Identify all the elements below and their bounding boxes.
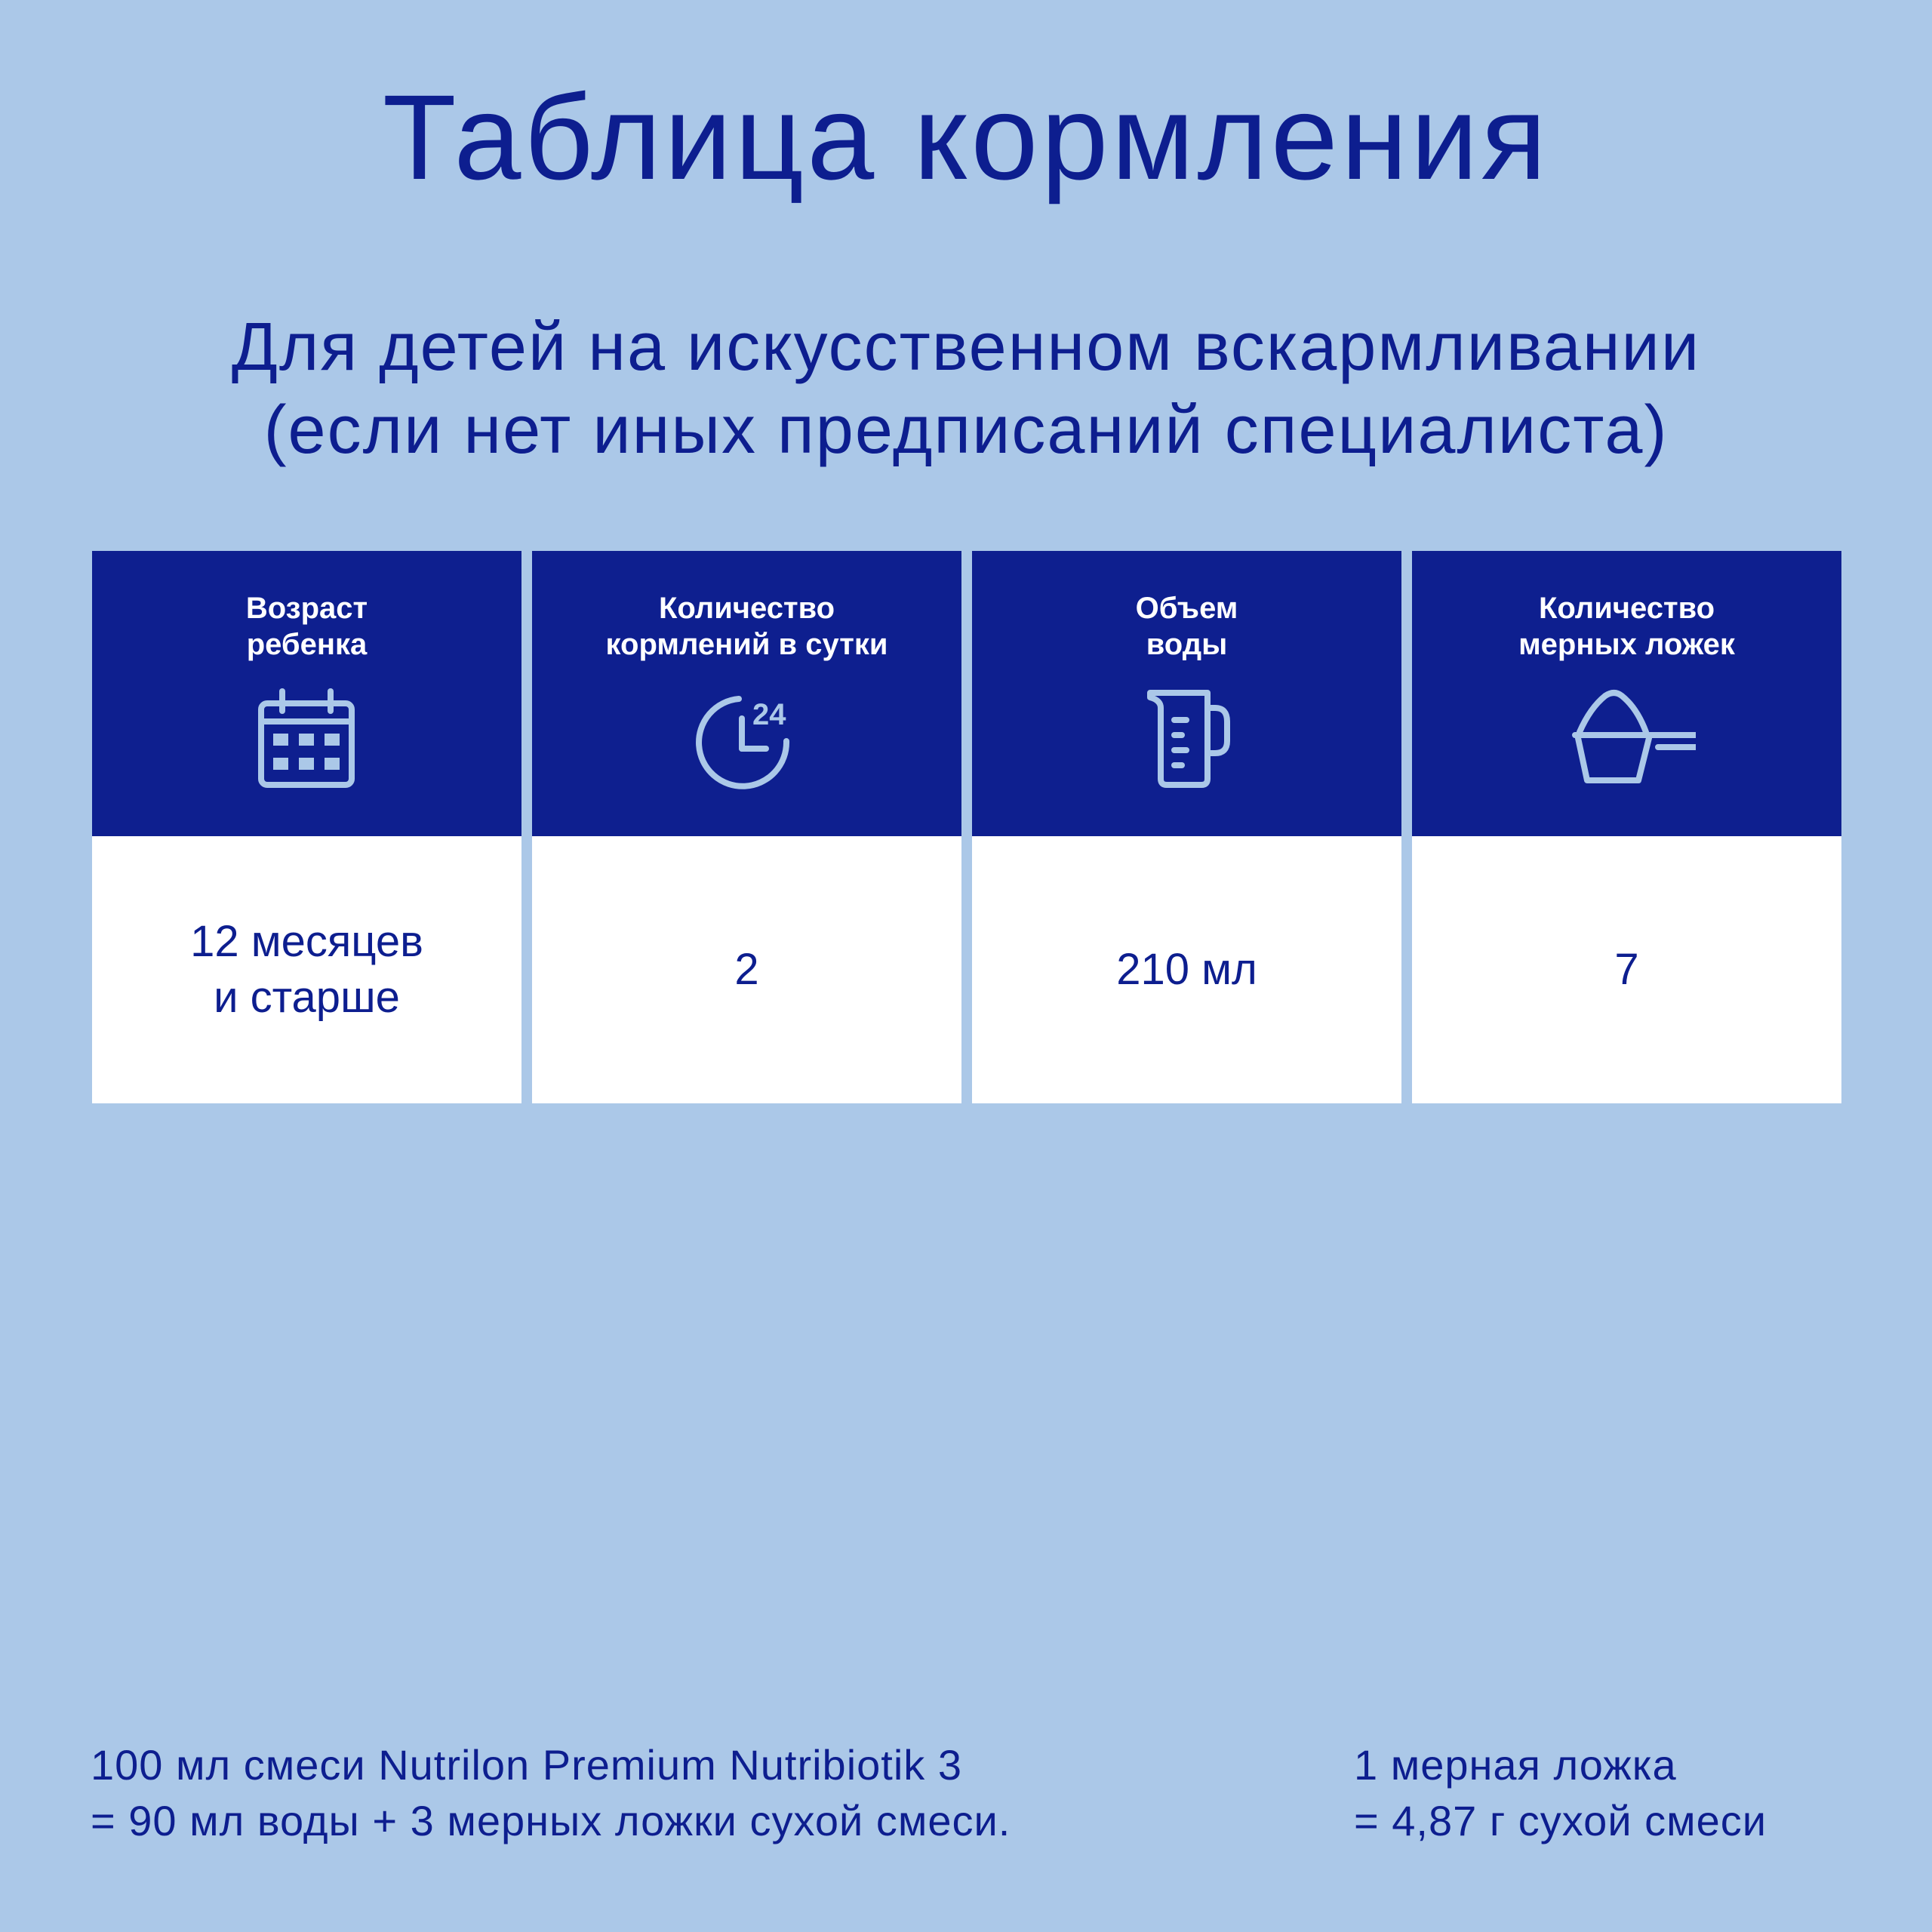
column-feedings <box>532 551 961 1103</box>
cell-value <box>532 836 961 1103</box>
subtitle-line-2: (если нет иных предписаний специалиста) <box>263 392 1669 468</box>
cell-value <box>92 836 521 1103</box>
header-line-2: кормлений в сутки <box>605 628 888 661</box>
subtitle <box>0 306 1932 472</box>
column-water <box>972 551 1401 1103</box>
value-line-1: 2 <box>734 945 759 994</box>
svg-text:24: 24 <box>752 698 786 731</box>
footer-left-line-1: 100 мл смеси Nutrilon Premium Nutribiotik 3 <box>91 1741 962 1789</box>
footer-right-line-2: = 4,87 г сухой смеси <box>1354 1797 1767 1844</box>
footer-note-mix <box>91 1737 1011 1849</box>
column-age <box>92 551 521 1103</box>
header-line-1: Возраст <box>245 592 368 625</box>
value-line-1: 210 мл <box>1116 945 1257 994</box>
column-body <box>92 836 521 1103</box>
header-line-1: Объем <box>1135 592 1238 625</box>
header-line-2: мерных ложек <box>1518 628 1735 661</box>
column-header <box>532 551 961 836</box>
footer-right-line-1: 1 мерная ложка <box>1354 1741 1677 1789</box>
cell-value <box>972 836 1401 1103</box>
column-header-label <box>532 590 961 663</box>
column-header-label <box>1412 590 1841 663</box>
clock-24-icon <box>694 685 799 791</box>
column-header-label <box>92 590 521 663</box>
footer-note-scoop <box>1354 1737 1767 1849</box>
measuring-cup-icon <box>1134 685 1239 791</box>
column-body <box>1412 836 1841 1103</box>
column-body <box>972 836 1401 1103</box>
value-line-1: 7 <box>1614 945 1639 994</box>
column-scoops <box>1412 551 1841 1103</box>
column-body <box>532 836 961 1103</box>
header-line-2: ребенка <box>246 628 368 661</box>
value-line-1: 12 месяцев <box>190 917 423 966</box>
header-line-1: Количество <box>1538 592 1715 625</box>
feeding-table <box>92 551 1841 1103</box>
column-header <box>1412 551 1841 836</box>
subtitle-line-1: Для детей на искусственном вскармливании <box>231 309 1701 385</box>
column-header-label <box>972 590 1401 663</box>
column-header <box>972 551 1401 836</box>
header-line-2: воды <box>1146 628 1228 661</box>
calendar-icon <box>254 685 359 791</box>
cell-value <box>1412 836 1841 1103</box>
measuring-scoop-icon <box>1560 685 1696 791</box>
value-line-2: и старше <box>214 973 400 1022</box>
column-header <box>92 551 521 836</box>
header-line-1: Количество <box>658 592 835 625</box>
page-title: Таблица кормления <box>382 69 1550 205</box>
footer-left-line-2: = 90 мл воды + 3 мерных ложки сухой смеси. <box>91 1797 1011 1844</box>
